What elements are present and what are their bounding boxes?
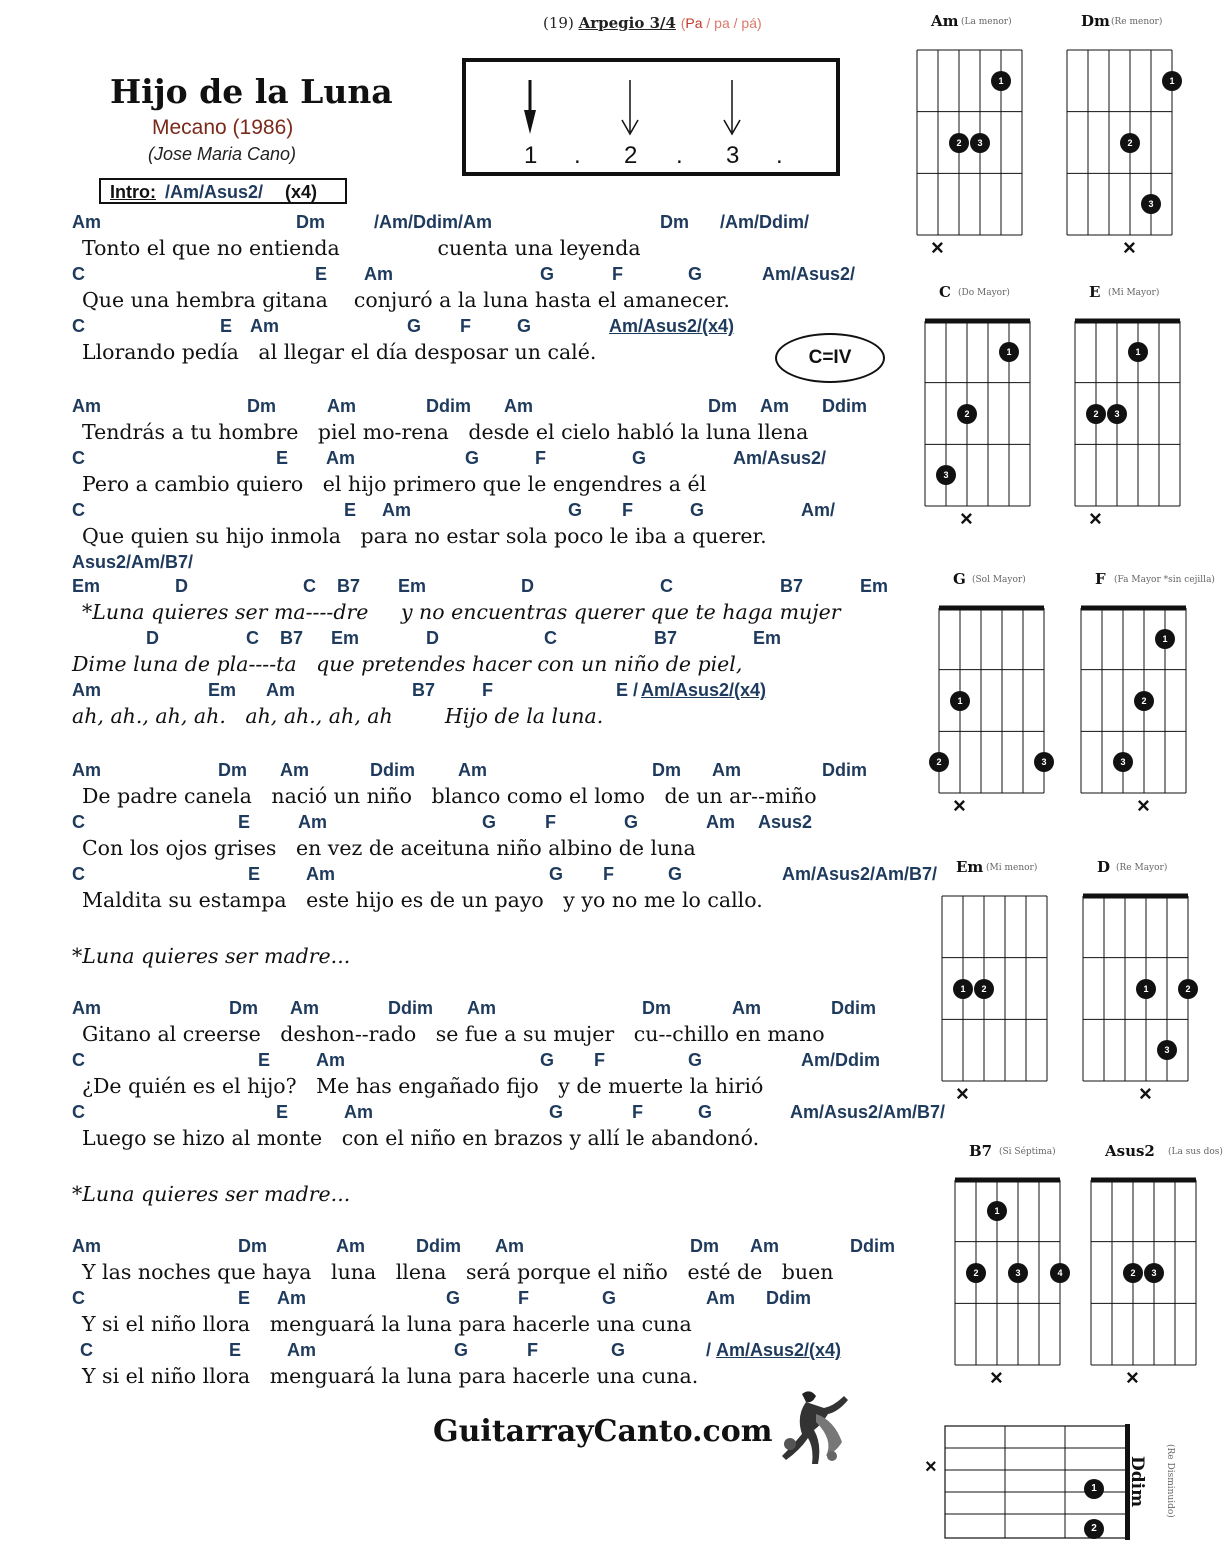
chord-symbol: Dm <box>708 396 738 416</box>
chord-symbol: Am <box>467 998 497 1018</box>
mute-string-icon: × <box>1126 1365 1139 1390</box>
chord-symbol: F <box>518 1288 529 1308</box>
down-arrow-icon <box>524 80 536 134</box>
chord-symbol: E / <box>616 680 639 700</box>
chord-symbol: Ddim <box>388 998 433 1018</box>
finger-dot: 1 <box>1162 71 1182 91</box>
chord-symbol: C <box>303 576 316 596</box>
diagram-chord-name: Asus2 <box>1105 1142 1155 1160</box>
chord-symbol: Dm <box>296 212 326 232</box>
finger-dot: 1 <box>1128 342 1148 362</box>
chord-symbol: C <box>72 1288 85 1308</box>
chord-symbol: F <box>482 680 493 700</box>
chord-symbol: Ddim <box>426 396 471 416</box>
chord-symbol: G <box>668 864 683 884</box>
chord-symbol: D <box>146 628 159 648</box>
down-arrow-icon <box>724 80 740 134</box>
chord-symbol: G <box>482 812 497 832</box>
chord-symbol: Asus2/Am/B7/ <box>72 552 194 572</box>
chord-symbol: Am <box>706 812 736 832</box>
chord-symbol: F <box>545 812 556 832</box>
chord-symbol: C <box>72 812 85 832</box>
finger-dot: 3 <box>1008 1263 1028 1283</box>
chord-symbol: Ddim <box>822 396 867 416</box>
chord-symbol: G <box>632 448 647 468</box>
ddim-finger-2: 2 <box>1084 1519 1104 1539</box>
beat-3: 3 <box>726 142 740 169</box>
chord-symbol: / <box>706 1340 712 1360</box>
mute-string-icon: × <box>956 1081 969 1106</box>
chord-line <box>0 1050 900 1076</box>
chord-symbol: D <box>175 576 188 596</box>
chord-symbol: G <box>549 1102 564 1122</box>
chord-symbol: F <box>535 448 546 468</box>
pattern-number: (19) <box>543 14 574 32</box>
chord-symbol: D <box>521 576 534 596</box>
chord-symbol: E <box>276 1102 289 1122</box>
capo-badge: C=IV <box>775 333 885 383</box>
arpeggio-label: (19) Arpegio 3/4 (Pa / pa / pá) <box>543 14 762 32</box>
chord-symbol: Dm <box>690 1236 720 1256</box>
finger-dot: 3 <box>1034 752 1054 772</box>
chord-line <box>0 1340 900 1366</box>
chord-symbol: F <box>460 316 471 336</box>
chord-symbol: Am/Asus2/Am/B7/ <box>790 1102 946 1122</box>
chord-symbol: E <box>344 500 357 520</box>
chord-diagram-g <box>937 570 1057 820</box>
finger-dot: 2 <box>974 979 994 999</box>
finger-dot: 2 <box>1134 691 1154 711</box>
chord-diagram-c <box>923 283 1043 533</box>
chord-symbol: C <box>80 1340 93 1360</box>
chord-symbol: Am <box>760 396 790 416</box>
chord-symbol: Ddim <box>831 998 876 1018</box>
chord-diagram-f <box>1079 570 1215 820</box>
ddim-finger-1: 1 <box>1084 1479 1104 1499</box>
chord-symbol: E <box>238 1288 251 1308</box>
beat-2: 2 <box>624 142 638 169</box>
chord-symbol: Am <box>458 760 488 780</box>
chord-line <box>0 1236 900 1262</box>
pattern-name: Arpegio 3/4 <box>578 14 676 32</box>
diagram-chord-sub: (Re Mayor) <box>1116 863 1168 873</box>
chord-line <box>0 264 900 290</box>
diagram-chord-name: D <box>1097 858 1111 876</box>
chord-symbol: Ddim <box>822 760 867 780</box>
chord-symbol: C <box>72 864 85 884</box>
chord-symbol: G <box>624 812 639 832</box>
chord-symbol: G <box>446 1288 461 1308</box>
diagram-chord-name: B7 <box>969 1142 993 1160</box>
chord-line <box>0 1288 900 1314</box>
lyric-line: ¿De quién es el hijo? Me has engañado fijo y de muerte la hirió <box>82 1074 764 1098</box>
lyric-line: Maldita su estampa este hijo es de un payo y yo no me lo callo. <box>82 888 763 912</box>
finger-dot: 2 <box>949 133 969 153</box>
chord-symbol: Am <box>277 1288 307 1308</box>
chord-symbol: Dm <box>652 760 682 780</box>
chord-symbol: C <box>246 628 259 648</box>
chord-symbol: Am <box>382 500 412 520</box>
chord-symbol: Dm <box>229 998 259 1018</box>
finger-dot: 3 <box>1141 194 1161 214</box>
chord-line <box>0 212 900 238</box>
chord-line <box>0 680 900 706</box>
chord-symbol: Asus2 <box>758 812 813 832</box>
chord-symbol: Am <box>316 1050 346 1070</box>
chord-symbol: /Am/Ddim/ <box>720 212 810 232</box>
mute-string-icon: × <box>990 1365 1003 1390</box>
chord-symbol: Am/Asus2/ <box>762 264 856 284</box>
lyric-line: Dime luna de pla----ta que pretendes hacer con un niño de piel, <box>72 652 743 676</box>
syllable-1: Pa <box>685 15 703 31</box>
chord-symbol: E <box>276 448 289 468</box>
chord-diagram-d <box>1081 858 1201 1108</box>
chord-symbol: G <box>690 500 705 520</box>
beat-dot-3: . <box>776 142 783 169</box>
chord-symbol: E <box>238 812 251 832</box>
chord-symbol: B7 <box>412 680 436 700</box>
chord-symbol: C <box>72 448 85 468</box>
finger-dot: 3 <box>1107 404 1127 424</box>
chord-symbol: Am/Asus2/ <box>733 448 827 468</box>
chord-symbol: B7 <box>780 576 804 596</box>
finger-dot: 1 <box>953 979 973 999</box>
chord-symbol: Am <box>72 396 102 416</box>
lyric-line: *Luna quieres ser madre... <box>72 944 351 968</box>
lyric-line: ah, ah., ah, ah. ah, ah., ah, ah Hijo de la luna. <box>72 704 604 728</box>
finger-dot: 1 <box>1136 979 1156 999</box>
finger-dot: 2 <box>1086 404 1106 424</box>
chord-symbol: Em <box>860 576 889 596</box>
lyric-line: Gitano al creerse deshon--rado se fue a su mujer cu--chillo en mano <box>82 1022 825 1046</box>
chord-symbol: G <box>540 264 555 284</box>
finger-dot: 3 <box>970 133 990 153</box>
diagram-chord-sub: (Mi menor) <box>986 863 1038 873</box>
chord-symbol: Am <box>712 760 742 780</box>
finger-dot: 1 <box>1155 629 1175 649</box>
finger-dot: 3 <box>1113 752 1133 772</box>
chord-symbol: Dm <box>660 212 690 232</box>
chord-symbol: Dm <box>238 1236 268 1256</box>
chord-diagram-b7 <box>953 1142 1073 1392</box>
chord-symbol: G <box>407 316 422 336</box>
mute-string-icon: × <box>1139 1081 1152 1106</box>
chord-symbol: Em <box>398 576 427 596</box>
chord-symbol: Am <box>72 998 102 1018</box>
intro-chords: /Am/Asus2/ <box>165 182 264 202</box>
chord-symbol: Am <box>495 1236 525 1256</box>
finger-dot: 3 <box>936 465 956 485</box>
chord-symbol: Am/Ddim <box>801 1050 881 1070</box>
chord-symbol: G <box>517 316 532 336</box>
song-title: Hijo de la Luna <box>110 72 393 111</box>
diagram-chord-sub: (Si Séptima) <box>999 1147 1056 1157</box>
chord-symbol: D <box>426 628 439 648</box>
chord-symbol: F <box>527 1340 538 1360</box>
chord-line <box>0 576 900 602</box>
finger-dot: 2 <box>1120 133 1140 153</box>
intro-repeat: (x4) <box>285 182 318 202</box>
chord-symbol: Am/Asus2/(x4) <box>609 316 735 336</box>
song-artist: Mecano (1986) <box>152 116 294 139</box>
chord-symbol: E <box>220 316 233 336</box>
lyric-line: Y si el niño llora menguará la luna para hacerle una cuna <box>82 1312 692 1336</box>
chord-symbol: Ddim <box>766 1288 811 1308</box>
chord-symbol: Am/Asus2/Am/B7/ <box>782 864 938 884</box>
diagram-chord-sub: (Sol Mayor) <box>972 575 1026 585</box>
chord-symbol: Am <box>732 998 762 1018</box>
chord-symbol: G <box>549 864 564 884</box>
chord-diagram-em <box>940 858 1060 1108</box>
down-arrow-icon <box>622 80 638 134</box>
chord-symbol: G <box>568 500 583 520</box>
chord-line <box>0 500 900 526</box>
chord-symbol: Am <box>280 760 310 780</box>
chord-symbol: C <box>660 576 673 596</box>
chord-symbol: Em <box>208 680 237 700</box>
chord-symbol: Dm <box>247 396 277 416</box>
chord-line <box>0 448 900 474</box>
chord-symbol: G <box>454 1340 469 1360</box>
chord-symbol: Am/Asus2/(x4) <box>716 1340 842 1360</box>
mute-string-icon: × <box>960 506 973 531</box>
lyric-line: *Luna quieres ser ma----dre y no encuentras querer que te haga mujer <box>82 600 841 624</box>
finger-dot: 2 <box>929 752 949 772</box>
finger-dot: 1 <box>991 71 1011 91</box>
lyric-line: De padre canela nació un niño blanco como el lomo de un ar--miño <box>82 784 817 808</box>
chord-symbol: Am <box>326 448 356 468</box>
finger-dot: 4 <box>1050 1263 1070 1283</box>
ddim-name: Ddim <box>1127 1456 1147 1508</box>
chord-symbol: Am <box>364 264 394 284</box>
mute-string-icon: × <box>1089 506 1102 531</box>
chord-symbol: /Am/Ddim/Am <box>374 212 493 232</box>
chord-symbol: Dm <box>218 760 248 780</box>
chord-line <box>0 760 900 786</box>
chord-symbol: E <box>258 1050 271 1070</box>
arpeggio-box <box>462 58 840 176</box>
chord-line <box>0 1102 946 1128</box>
chord-line <box>0 552 900 578</box>
chord-symbol: E <box>229 1340 242 1360</box>
chord-diagram-dm <box>1065 12 1185 262</box>
diagram-chord-sub: (Fa Mayor *sin cejilla) <box>1114 575 1215 585</box>
finger-dot: 2 <box>1178 979 1198 999</box>
chord-symbol: Am/ <box>801 500 836 520</box>
chord-symbol: Ddim <box>370 760 415 780</box>
chord-symbol: Am <box>298 812 328 832</box>
chord-symbol: B7 <box>280 628 304 648</box>
chord-diagram-e <box>1073 283 1193 533</box>
finger-dot: 2 <box>966 1263 986 1283</box>
chord-symbol: C <box>72 316 85 336</box>
lyric-line: Luego se hizo al monte con el niño en brazos y allí le abandonó. <box>82 1126 760 1150</box>
site-logo: GuitarrayCanto.com <box>433 1414 773 1449</box>
chord-symbol: Am <box>306 864 336 884</box>
diagram-chord-sub: (Do Mayor) <box>958 288 1010 298</box>
chord-symbol: Dm <box>642 998 672 1018</box>
diagram-chord-sub: (La menor) <box>961 17 1012 27</box>
diagram-chord-name: Am <box>931 12 959 30</box>
chord-symbol: Am <box>504 396 534 416</box>
chord-symbol: Em <box>753 628 782 648</box>
chord-symbol: B7 <box>654 628 678 648</box>
chord-symbol: C <box>72 1102 85 1122</box>
chord-symbol: G <box>688 1050 703 1070</box>
chord-line <box>0 316 900 342</box>
chord-symbol: Am <box>750 1236 780 1256</box>
lyric-line: Que una hembra gitana conjuró a la luna hasta el amanecer. <box>82 288 730 312</box>
chord-symbol: Am <box>290 998 320 1018</box>
diagram-chord-name: F <box>1095 570 1106 588</box>
chord-symbol: Am <box>72 212 102 232</box>
chord-symbol: C <box>544 628 557 648</box>
chord-symbol: G <box>611 1340 626 1360</box>
intro-box <box>99 178 347 204</box>
chord-symbol: Ddim <box>850 1236 895 1256</box>
chord-diagram-asus2 <box>1089 1142 1223 1392</box>
finger-dot: 2 <box>1123 1263 1143 1283</box>
mute-string-icon: × <box>1123 235 1136 260</box>
chord-symbol: Am <box>287 1340 317 1360</box>
chord-symbol: Am <box>706 1288 736 1308</box>
lyric-line: *Luna quieres ser madre... <box>72 1182 351 1206</box>
chord-symbol: Am <box>72 1236 102 1256</box>
syllable-2: pa <box>714 15 730 31</box>
diagram-chord-sub: (Re menor) <box>1111 17 1163 27</box>
beat-1: 1 <box>524 142 538 169</box>
lyric-line: Tonto el que no entienda cuenta una leyenda <box>82 236 641 260</box>
mute-string-icon: × <box>1137 793 1150 818</box>
finger-dot: 2 <box>957 404 977 424</box>
chord-symbol: C <box>72 500 85 520</box>
beat-dot-1: . <box>574 142 581 169</box>
chord-symbol: Am <box>266 680 296 700</box>
finger-dot: 3 <box>1144 1263 1164 1283</box>
diagram-chord-sub: (Mi Mayor) <box>1108 288 1160 298</box>
finger-dot: 1 <box>987 1201 1007 1221</box>
diagram-chord-name: G <box>953 570 966 588</box>
lyric-line: Y las noches que haya luna llena será porque el niño esté de buen <box>82 1260 834 1284</box>
mute-string-icon: × <box>931 235 944 260</box>
lyric-line: Llorando pedía al llegar el día desposar un calé. <box>82 340 597 364</box>
finger-dot: 1 <box>950 691 970 711</box>
intro-label: Intro: <box>110 182 156 202</box>
chord-symbol: Em <box>72 576 101 596</box>
chord-symbol: E <box>315 264 328 284</box>
lyric-line: Tendrás a tu hombre piel mo-rena desde el cielo habló la luna llena <box>82 420 809 444</box>
diagram-chord-name: Em <box>956 858 984 876</box>
dancer-figure-icon <box>772 1384 852 1470</box>
chord-symbol: Em <box>331 628 360 648</box>
diagram-chord-name: Dm <box>1081 12 1110 30</box>
chord-symbol: Am <box>72 760 102 780</box>
chord-symbol: C <box>72 264 85 284</box>
diagram-chord-sub: (La sus dos) <box>1168 1147 1223 1157</box>
chord-symbol: G <box>688 264 703 284</box>
chord-symbol: F <box>603 864 614 884</box>
chord-symbol: Am <box>344 1102 374 1122</box>
chord-symbol: B7 <box>337 576 361 596</box>
chord-symbol: Am <box>72 680 102 700</box>
ddim-diagram <box>925 1420 1195 1550</box>
chord-symbol: Am <box>336 1236 366 1256</box>
lyric-line: Pero a cambio quiero el hijo primero que le engendres a él <box>82 472 707 496</box>
chord-line <box>0 998 900 1024</box>
lyric-line: Y si el niño llora menguará la luna para hacerle una cuna. <box>82 1364 699 1388</box>
chord-line <box>0 864 938 890</box>
chord-symbol: G <box>540 1050 555 1070</box>
song-author: (Jose Maria Cano) <box>148 144 297 164</box>
chord-symbol: Ddim <box>416 1236 461 1256</box>
mute-string-icon: × <box>953 793 966 818</box>
chord-symbol: C <box>72 1050 85 1070</box>
lyric-line: Con los ojos grises en vez de aceituna niño albino de luna <box>82 836 696 860</box>
chord-symbol: G <box>602 1288 617 1308</box>
chord-diagram-am <box>915 12 1035 262</box>
chord-symbol: Am <box>250 316 280 336</box>
syllable-3: pá <box>741 15 757 31</box>
chord-symbol: F <box>594 1050 605 1070</box>
chord-line <box>0 628 900 654</box>
chord-symbol: Am/Asus2/(x4) <box>641 680 767 700</box>
finger-dot: 1 <box>999 342 1019 362</box>
beat-dot-2: . <box>676 142 683 169</box>
chord-symbol: F <box>622 500 633 520</box>
ddim-sub: (Re Disminuido) <box>1165 1444 1175 1518</box>
diagram-chord-name: C <box>939 283 951 301</box>
ddim-mute-icon: × <box>925 1456 937 1478</box>
chord-line <box>0 812 900 838</box>
diagram-chord-name: E <box>1089 283 1101 301</box>
finger-dot: 3 <box>1157 1040 1177 1060</box>
chord-line <box>0 396 900 422</box>
lyric-line: Que quien su hijo inmola para no estar sola poco le iba a querer. <box>82 524 767 548</box>
chord-symbol: Am <box>327 396 357 416</box>
chord-symbol: G <box>698 1102 713 1122</box>
chord-symbol: F <box>632 1102 643 1122</box>
chord-symbol: E <box>248 864 261 884</box>
chord-symbol: F <box>612 264 623 284</box>
chord-symbol: G <box>465 448 480 468</box>
